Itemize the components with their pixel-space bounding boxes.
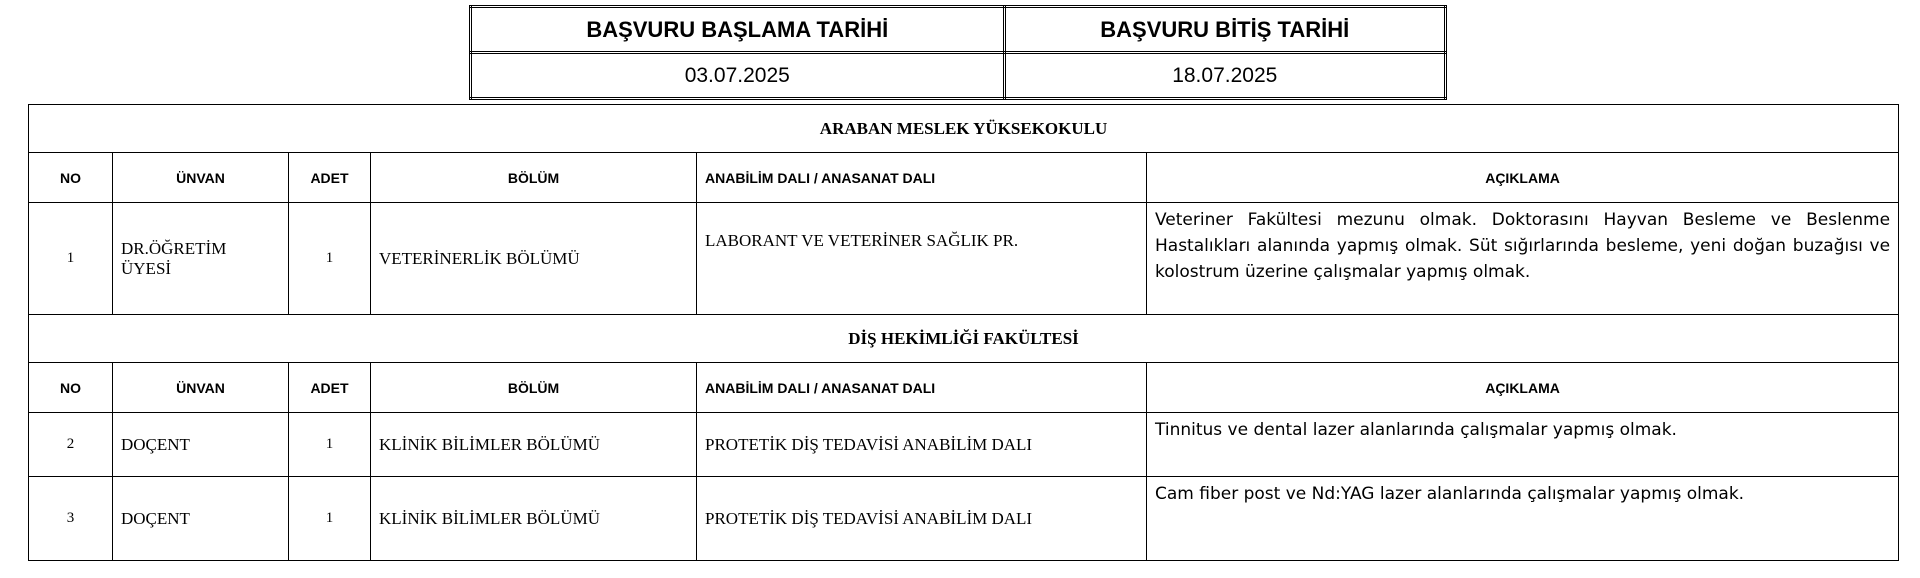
table-header-row (29, 363, 1899, 413)
row-aciklama: Veteriner Fakültesi mezunu olmak. Doktorasını Hayvan Besleme ve Beslenme Hastalıkları alanında yapmış olmak. Süt sığırlarında besleme, yeni doğan buzağısı ve kolostrum üzerine çalışmalar yapmış olmak. (1147, 203, 1899, 315)
positions-table (28, 104, 1899, 561)
header-aciklama: AÇIKLAMA (1147, 153, 1899, 203)
row-aciklama: Tinnitus ve dental lazer alanlarında çalışmalar yapmış olmak. (1147, 413, 1899, 477)
table-row (29, 203, 1899, 315)
row-anabilim: LABORANT VE VETERİNER SAĞLIK PR. (697, 203, 1147, 315)
row-bolum: KLİNİK BİLİMLER BÖLÜMÜ (371, 477, 697, 561)
header-bolum: BÖLÜM (371, 153, 697, 203)
end-date-label: BAŞVURU BİTİŞ TARİHİ (1004, 7, 1445, 53)
row-no: 3 (29, 477, 113, 561)
section-title-dis-hekimligi: DİŞ HEKİMLİĞİ FAKÜLTESİ (29, 315, 1899, 363)
start-date-label: BAŞVURU BAŞLAMA TARİHİ (471, 7, 1005, 53)
row-adet: 1 (289, 203, 371, 315)
header-unvan: ÜNVAN (113, 153, 289, 203)
row-no: 1 (29, 203, 113, 315)
row-anabilim: PROTETİK DİŞ TEDAVİSİ ANABİLİM DALI (697, 477, 1147, 561)
header-unvan: ÜNVAN (113, 363, 289, 413)
header-aciklama: AÇIKLAMA (1147, 363, 1899, 413)
row-adet: 1 (289, 413, 371, 477)
end-date-value: 18.07.2025 (1004, 53, 1445, 99)
header-bolum: BÖLÜM (371, 363, 697, 413)
header-anabilim: ANABİLİM DALI / ANASANAT DALI (697, 153, 1147, 203)
header-adet: ADET (289, 153, 371, 203)
row-aciklama: Cam fiber post ve Nd:YAG lazer alanlarında çalışmalar yapmış olmak. (1147, 477, 1899, 561)
table-row (29, 477, 1899, 561)
row-unvan: DOÇENT (113, 413, 289, 477)
table-header-row (29, 153, 1899, 203)
row-adet: 1 (289, 477, 371, 561)
start-date-value: 03.07.2025 (471, 53, 1005, 99)
table-row (29, 413, 1899, 477)
header-adet: ADET (289, 363, 371, 413)
row-unvan: DR.ÖĞRETİM ÜYESİ (113, 203, 289, 315)
row-anabilim: PROTETİK DİŞ TEDAVİSİ ANABİLİM DALI (697, 413, 1147, 477)
application-dates-table (469, 5, 1447, 100)
header-no: NO (29, 153, 113, 203)
row-unvan: DOÇENT (113, 477, 289, 561)
row-no: 2 (29, 413, 113, 477)
header-no: NO (29, 363, 113, 413)
section-title-araban: ARABAN MESLEK YÜKSEKOKULU (29, 105, 1899, 153)
header-anabilim: ANABİLİM DALI / ANASANAT DALI (697, 363, 1147, 413)
row-bolum: KLİNİK BİLİMLER BÖLÜMÜ (371, 413, 697, 477)
row-bolum: VETERİNERLİK BÖLÜMÜ (371, 203, 697, 315)
